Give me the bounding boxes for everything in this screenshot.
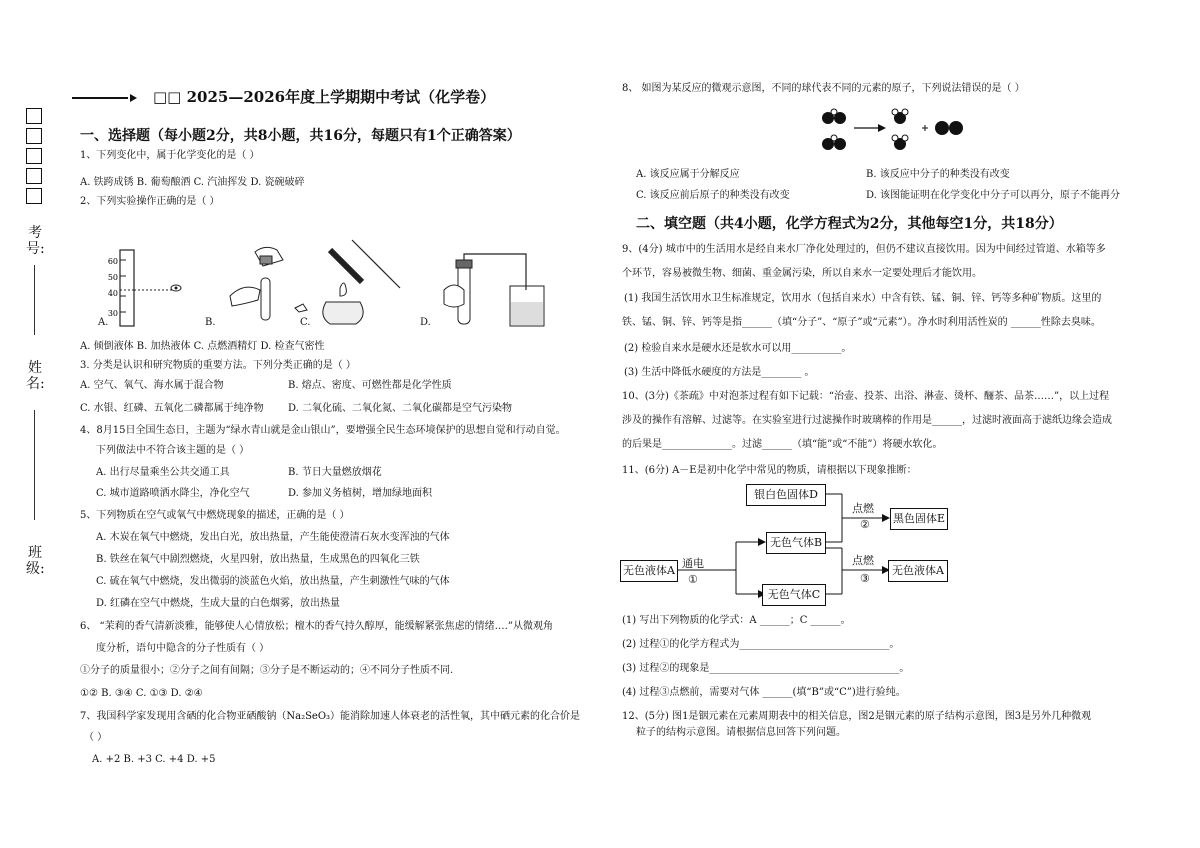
q2-label-d: D. <box>420 317 431 328</box>
binding-margin <box>22 0 62 848</box>
q4-option-a: A. 出行尽量乘坐公共交通工具 <box>96 467 230 478</box>
q2-label-a: A. <box>98 317 109 328</box>
q9-line3: (1) 我国生活饮用水卫生标准规定，饮用水（包括自来水）中含有铁、锰、铜、锌、钙等多种矿物质。这里的 <box>624 293 1102 304</box>
graduated-cylinder-figure <box>120 250 181 326</box>
kaohao-line <box>34 265 35 335</box>
q8-option-a: A. 该反应属于分解反应 <box>636 169 740 180</box>
q3-stem: 3. 分类是认识和研究物质的重要方法。下列分类正确的是（ ） <box>80 360 356 371</box>
section1-title: 一、选择题（每小题2分，共8小题，共16分，每题只有1个正确答案） <box>80 128 521 144</box>
margin-square <box>26 108 42 124</box>
label-tongdian: 通电 <box>682 557 704 570</box>
q5-option-c: C. 硫在氧气中燃烧，发出微弱的淡蓝色火焰，放出热量，产生刺激性气味的气体 <box>96 576 450 587</box>
scale-tick-label: 50 <box>107 273 118 282</box>
q9-line2: 个环节，容易被微生物、细菌、重金属污染，所以自来水一定要处理后才能饮用。 <box>622 268 982 279</box>
q3-option-d: D. 二氧化硫、二氧化氮、二氧化碳都是空气污染物 <box>288 403 513 414</box>
banji-label: 班级: <box>26 545 45 577</box>
q8-option-b: B. 该反应中分子的种类没有改变 <box>866 169 1010 180</box>
q11-part2: (2) 过程①的化学方程式为______________________________。 <box>622 639 900 650</box>
test-tube-hand-figure <box>230 247 307 320</box>
product-molecule <box>892 109 908 150</box>
label-step-3: ③ <box>860 572 870 585</box>
margin-square <box>26 148 42 164</box>
q6-options: ①② B. ③④ C. ①③ D. ②④ <box>80 688 203 699</box>
q6-stem: 6、 “茉莉的香气清新淡雅，能够使人心情放松；檀木的香气持久醇厚，能缓解紧张焦虑的情绪….”从微观角 <box>80 621 553 632</box>
q10-line1: 10、(3分)《茶疏》中对泡茶过程有如下记载：“治壶、投茶、出浴、淋壶、烫杯、酾茶、品茶……”，以上过程 <box>622 391 1110 402</box>
q9-line6: (3) 生活中降低水硬度的方法是________ 。 <box>624 367 815 378</box>
q7-stem: 7、我国科学家发现用含硒的化合物亚硒酸钠（Na₂SeO₃）能消除加速人体衰老的活性氧，其中硒元素的化合价是 <box>80 711 581 722</box>
reactant-molecule <box>822 109 846 150</box>
q4-stem2: 下列做法中不符合该主题的是（ ） <box>96 445 250 456</box>
scale-tick-label: 30 <box>107 309 118 318</box>
q4-stem: 4、8月15日全国生态日，主题为“绿水青山就是金山银山”，要增强全民生态环境保护的思想自觉和行动自觉。 <box>80 425 566 436</box>
arrow-right-icon <box>130 94 137 102</box>
node-colorless-liquid-a-2: 无色液体A <box>888 560 948 582</box>
q8-option-d: D. 该图能证明在化学变化中分子可以再分，原子不能再分 <box>866 190 1121 201</box>
scale-tick-label: 60 <box>107 257 118 266</box>
section2-title: 二、填空题（共4小题，化学方程式为2分，其他每空1分，共18分） <box>636 216 1063 232</box>
margin-square <box>26 168 42 184</box>
q11-part4: (4) 过程③点燃前，需要对气体 ______(填“B”或“C”)进行验纯。 <box>622 687 906 698</box>
q7-options: A. +2 B. +3 C. +4 D. +5 <box>92 754 216 765</box>
q2-illustrations <box>90 238 420 330</box>
q10-line3: 的后果是______________。过滤______（填“能”或“不能”）将硬水软化。 <box>622 439 943 450</box>
q5-option-d: D. 红磷在空气中燃烧，生成大量的白色烟雾，放出热量 <box>96 598 341 609</box>
label-dianran-1: 点燃 <box>852 502 874 515</box>
label-step-1: ① <box>688 573 698 586</box>
q8-molecule-diagram <box>820 106 970 156</box>
q5-stem: 5、下列物质在空气或氧气中燃烧现象的描述，正确的是（ ） <box>80 510 350 521</box>
q12-line1: 12、(5分) 图1是铟元素在元素周期表中的相关信息，图2是铟元素的原子结构示意图，图3是另外几种微观 <box>622 711 1092 722</box>
q4-option-c: C. 城市道路喷洒水降尘，净化空气 <box>96 488 250 499</box>
q11-part1: (1) 写出下列物质的化学式：A ______；C ______。 <box>622 615 851 626</box>
scale-tick-label: 40 <box>107 289 118 298</box>
q1-stem: 1、下列变化中，属于化学变化的是（ ） <box>80 150 260 161</box>
q3-option-c: C. 水银、红磷、五氧化二磷都属于纯净物 <box>80 403 264 414</box>
q5-option-a: A. 木炭在氧气中燃烧，发出白光，放出热量，产生能使澄清石灰水变浑浊的气体 <box>96 532 450 543</box>
title-squares: □□ <box>153 88 182 106</box>
label-step-2: ② <box>860 518 870 531</box>
q11-part3: (3) 过程②的现象是______________________________________。 <box>622 663 910 674</box>
margin-square <box>26 128 42 144</box>
node-colorless-gas-c: 无色气体C <box>762 584 826 606</box>
q2-options: A. 倾倒液体 B. 加热液体 C. 点燃酒精灯 D. 检查气密性 <box>80 341 325 352</box>
xingming-label: 姓名: <box>26 360 45 392</box>
arrow-right-icon <box>882 514 890 522</box>
margin-square <box>26 188 42 204</box>
q2-label-c: C. <box>300 317 311 328</box>
arrow-right-icon <box>878 124 886 132</box>
kaohao-label: 考号: <box>26 225 45 257</box>
q9-line1: 9、(4分) 城市中的生活用水是经自来水厂净化处理过的，但仍不建议直接饮用。因为中间经过管道、水箱等多 <box>622 244 1106 255</box>
title-text: 2025—2026年度上学期期中考试（化学卷） <box>186 88 496 106</box>
q8-stem: 8、 如图为某反应的微观示意图，不同的球代表不同的元素的原子，下列说法错误的是（ ） <box>622 83 1025 94</box>
label-dianran-2: 点燃 <box>852 554 874 567</box>
q2-label-b: B. <box>205 317 216 328</box>
q7-paren: （ ） <box>84 732 108 743</box>
airtightness-apparatus <box>440 250 560 330</box>
q11-line1: 11、(6分) A－E是初中化学中常见的物质，请根据以下现象推断： <box>622 465 917 476</box>
node-colorless-gas-b: 无色气体B <box>766 532 826 554</box>
q6-stem2: 度分析，语句中隐含的分子性质有（ ） <box>96 643 270 654</box>
title-arrow-line <box>72 97 128 99</box>
node-silver-solid-d: 银白色固体D <box>746 484 826 506</box>
q10-line2: 涉及的操作有溶解、过滤等。在实验室进行过滤操作时玻璃棒的作用是______，过滤时液面高于滤纸边缘会造成 <box>622 415 1112 426</box>
q4-option-b: B. 节日大量燃放烟花 <box>288 467 382 478</box>
q3-option-b: B. 熔点、密度、可燃性都是化学性质 <box>288 380 452 391</box>
q3-option-a: A. 空气、氧气、海水属于混合物 <box>80 380 224 391</box>
q1-options: A. 铁跨成锈 B. 葡萄酿酒 C. 汽油挥发 D. 瓷碗破碎 <box>80 177 305 188</box>
arrow-right-icon <box>758 538 766 546</box>
q12-line2: 粒子的结构示意图。请根据信息回答下列问题。 <box>636 727 846 738</box>
q5-option-b: B. 铁丝在氧气中剧烈燃烧，火星四射，放出热量，生成黑色的四氧化三铁 <box>96 554 420 565</box>
q6-facts: ①分子的质量很小；②分子之间有间隔；③分子是不断运动的；④不同分子性质不同. <box>80 665 454 676</box>
q4-option-d: D. 参加义务植树，增加绿地面积 <box>288 488 433 499</box>
node-colorless-liquid-a: 无色液体A <box>620 560 678 582</box>
q9-line4: 铁、锰、铜、锌、钙等是指______（填“分子”、“原子”或“元素”）。净水时利用活性炭的 ______性除去臭味。 <box>622 317 1101 328</box>
node-black-solid-e: 黑色固体E <box>890 508 948 530</box>
xingming-line <box>34 410 35 520</box>
q2-stem: 2、下列实验操作正确的是（ ） <box>80 196 220 207</box>
q8-option-c: C. 该反应前后原子的种类没有改变 <box>636 190 790 201</box>
page-title <box>72 86 592 107</box>
alcohol-lamp-figure <box>323 240 400 324</box>
q9-line5: (2) 检验自来水是硬水还是软水可以用__________。 <box>624 343 852 354</box>
